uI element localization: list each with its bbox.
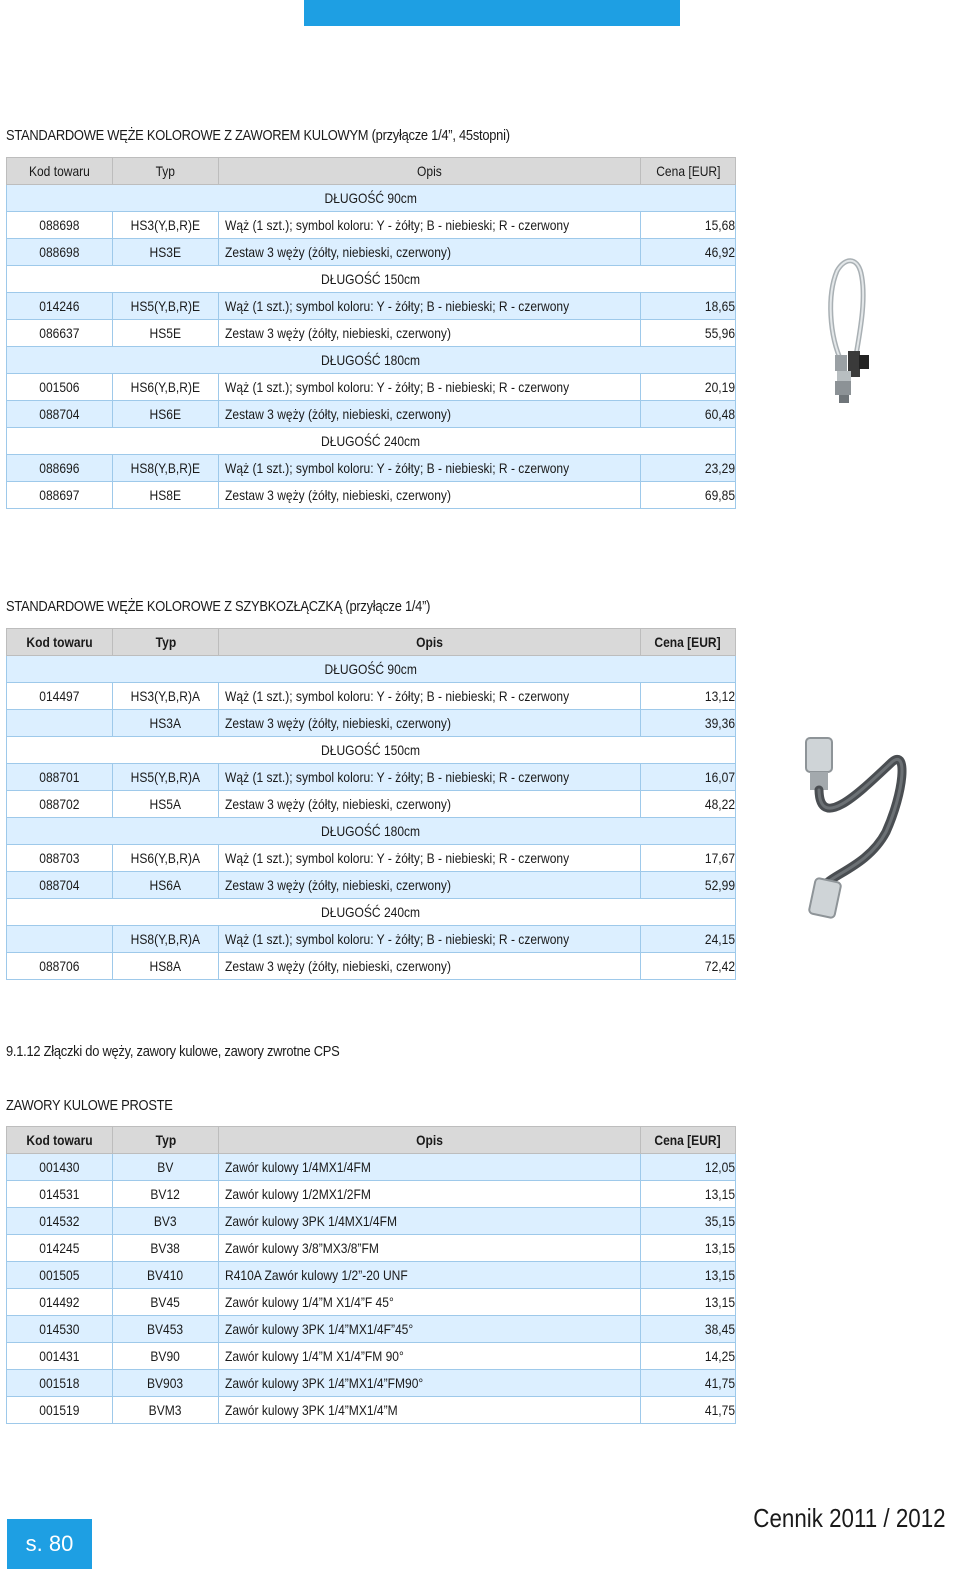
cell-type: HS8(Y,B,R)A	[113, 926, 219, 953]
price-table-ball-valves	[6, 1126, 736, 1424]
cell-price: 13,15	[641, 1235, 736, 1262]
cell-code: 088696	[7, 455, 113, 482]
cell-desc: Zestaw 3 węży (żółty, niebieski, czerwony)	[219, 872, 641, 899]
cell-price: 13,12	[641, 683, 736, 710]
cell-price: 14,25	[641, 1343, 736, 1370]
cell-price: 15,68	[641, 212, 736, 239]
cell-code: 088706	[7, 953, 113, 980]
table-row	[7, 1181, 736, 1208]
cell-desc: Zestaw 3 węży (żółty, niebieski, czerwony)	[219, 401, 641, 428]
header-type: Typ	[113, 629, 219, 656]
cell-price: 69,85	[641, 482, 736, 509]
length-group-row	[7, 185, 736, 212]
cell-type: HS5E	[113, 320, 219, 347]
cell-price: 41,75	[641, 1397, 736, 1424]
table-row	[7, 953, 736, 980]
length-group-row	[7, 347, 736, 374]
cell-price: 13,15	[641, 1289, 736, 1316]
table-row	[7, 764, 736, 791]
cell-type: HS3E	[113, 239, 219, 266]
cell-code: 088698	[7, 212, 113, 239]
cell-type: HS6(Y,B,R)E	[113, 374, 219, 401]
table-row	[7, 293, 736, 320]
table-row	[7, 455, 736, 482]
cell-price: 52,99	[641, 872, 736, 899]
page-number-badge	[7, 1519, 92, 1569]
hose-with-quick-coupler-image	[800, 732, 910, 922]
cell-type: HS6(Y,B,R)A	[113, 845, 219, 872]
table-row	[7, 401, 736, 428]
cell-type: HS5A	[113, 791, 219, 818]
table-row	[7, 926, 736, 953]
cell-desc: Zestaw 3 węży (żółty, niebieski, czerwony)	[219, 791, 641, 818]
catalog-title: Cennik 2011 / 2012	[753, 1503, 946, 1533]
cell-type: BV90	[113, 1343, 219, 1370]
length-label: DŁUGOŚĆ 240cm	[321, 904, 421, 920]
length-group-row	[7, 818, 736, 845]
section-title-ball-valves: ZAWORY KULOWE PROSTE	[6, 1097, 173, 1114]
table-row	[7, 1316, 736, 1343]
table-row	[7, 239, 736, 266]
table-row	[7, 683, 736, 710]
cell-code: 088704	[7, 401, 113, 428]
cell-type: BV38	[113, 1235, 219, 1262]
length-label: DŁUGOŚĆ 150cm	[321, 742, 421, 758]
cell-code: 014492	[7, 1289, 113, 1316]
header-desc: Opis	[219, 1127, 641, 1154]
cell-type: BV3	[113, 1208, 219, 1235]
table-row	[7, 1370, 736, 1397]
cell-desc: Zawór kulowy 1/4”M X1/4”FM 90°	[219, 1343, 641, 1370]
table-row	[7, 1343, 736, 1370]
cell-price: 20,19	[641, 374, 736, 401]
price-table-ball-valve-hoses	[6, 157, 736, 509]
table-row	[7, 212, 736, 239]
cell-price: 48,22	[641, 791, 736, 818]
header-price: Cena [EUR]	[641, 1127, 736, 1154]
table-row	[7, 374, 736, 401]
cell-price: 38,45	[641, 1316, 736, 1343]
header-price: Cena [EUR]	[641, 629, 736, 656]
cell-desc: Wąż (1 szt.); symbol koloru: Y - żółty; B - niebieski; R - czerwony	[219, 683, 641, 710]
length-group-row	[7, 737, 736, 764]
length-label: DŁUGOŚĆ 90cm	[324, 190, 418, 206]
price-table-quick-coupler-hoses	[6, 628, 736, 980]
table-row	[7, 1397, 736, 1424]
cell-code: 088704	[7, 872, 113, 899]
header-code: Kod towaru	[7, 158, 113, 185]
cell-desc: Wąż (1 szt.); symbol koloru: Y - żółty; B - niebieski; R - czerwony	[219, 212, 641, 239]
table-row	[7, 845, 736, 872]
cell-type: BV903	[113, 1370, 219, 1397]
cell-type: HS5(Y,B,R)A	[113, 764, 219, 791]
cell-price: 23,29	[641, 455, 736, 482]
page-number: s. 80	[25, 1531, 74, 1556]
hose-with-ball-valve-image	[815, 255, 875, 405]
length-label: DŁUGOŚĆ 180cm	[321, 823, 421, 839]
header-type: Typ	[113, 158, 219, 185]
cell-desc: Wąż (1 szt.); symbol koloru: Y - żółty; B - niebieski; R - czerwony	[219, 455, 641, 482]
cell-code: 088703	[7, 845, 113, 872]
cell-type: HS6A	[113, 872, 219, 899]
cell-code: 001505	[7, 1262, 113, 1289]
cell-type: BV	[113, 1154, 219, 1181]
cell-type: HS3(Y,B,R)E	[113, 212, 219, 239]
chapter-title: 9.1.12 Złączki do węży, zawory kulowe, zawory zwrotne CPS	[6, 1043, 340, 1060]
cell-code: 088701	[7, 764, 113, 791]
cell-price: 46,92	[641, 239, 736, 266]
cell-code: 086637	[7, 320, 113, 347]
cell-type: HS8(Y,B,R)E	[113, 455, 219, 482]
cell-desc: Zawór kulowy 1/2MX1/2FM	[219, 1181, 641, 1208]
cell-code: 001506	[7, 374, 113, 401]
cell-desc: Zawór kulowy 3/8”MX3/8”FM	[219, 1235, 641, 1262]
cell-type: HS5(Y,B,R)E	[113, 293, 219, 320]
cell-code	[7, 710, 113, 737]
cell-code: 014530	[7, 1316, 113, 1343]
cell-code: 088697	[7, 482, 113, 509]
cell-code	[7, 926, 113, 953]
header-price: Cena [EUR]	[641, 158, 736, 185]
cell-type: HS3A	[113, 710, 219, 737]
table-row	[7, 872, 736, 899]
cell-price: 12,05	[641, 1154, 736, 1181]
cell-desc: Wąż (1 szt.); symbol koloru: Y - żółty; B - niebieski; R - czerwony	[219, 764, 641, 791]
cell-price: 35,15	[641, 1208, 736, 1235]
cell-price: 41,75	[641, 1370, 736, 1397]
cell-type: HS3(Y,B,R)A	[113, 683, 219, 710]
cell-code: 001518	[7, 1370, 113, 1397]
header-desc: Opis	[219, 158, 641, 185]
cell-desc: R410A Zawór kulowy 1/2”-20 UNF	[219, 1262, 641, 1289]
table-row	[7, 320, 736, 347]
cell-code: 088698	[7, 239, 113, 266]
cell-desc: Zestaw 3 węży (żółty, niebieski, czerwony)	[219, 482, 641, 509]
cell-price: 60,48	[641, 401, 736, 428]
length-label: DŁUGOŚĆ 150cm	[321, 271, 421, 287]
cell-desc: Zestaw 3 węży (żółty, niebieski, czerwony)	[219, 320, 641, 347]
cell-desc: Zestaw 3 węży (żółty, niebieski, czerwony)	[219, 239, 641, 266]
table-header-row	[7, 629, 736, 656]
header-type: Typ	[113, 1127, 219, 1154]
cell-code: 001430	[7, 1154, 113, 1181]
cell-code: 014531	[7, 1181, 113, 1208]
section-title-quick-coupler-hoses: STANDARDOWE WĘŻE KOLOROWE Z SZYBKOZŁĄCZKĄ (przyłącze 1/4”)	[6, 598, 431, 615]
cell-price: 13,15	[641, 1262, 736, 1289]
header-code: Kod towaru	[7, 629, 113, 656]
cell-type: BV45	[113, 1289, 219, 1316]
cell-desc: Zawór kulowy 3PK 1/4MX1/4FM	[219, 1208, 641, 1235]
length-label: DŁUGOŚĆ 240cm	[321, 433, 421, 449]
cell-type: HS6E	[113, 401, 219, 428]
table-row	[7, 1235, 736, 1262]
cell-type: BV453	[113, 1316, 219, 1343]
cell-price: 39,36	[641, 710, 736, 737]
cell-type: BV410	[113, 1262, 219, 1289]
table-row	[7, 1289, 736, 1316]
cell-price: 17,67	[641, 845, 736, 872]
length-label: DŁUGOŚĆ 180cm	[321, 352, 421, 368]
cell-code: 088702	[7, 791, 113, 818]
table-row	[7, 791, 736, 818]
cell-desc: Zawór kulowy 3PK 1/4”MX1/4”M	[219, 1397, 641, 1424]
cell-desc: Wąż (1 szt.); symbol koloru: Y - żółty; B - niebieski; R - czerwony	[219, 845, 641, 872]
cell-price: 55,96	[641, 320, 736, 347]
length-group-row	[7, 266, 736, 293]
cell-type: BVM3	[113, 1397, 219, 1424]
cell-type: HS8A	[113, 953, 219, 980]
table-row	[7, 1154, 736, 1181]
cell-price: 18,65	[641, 293, 736, 320]
cell-price: 16,07	[641, 764, 736, 791]
cell-code: 001519	[7, 1397, 113, 1424]
cell-price: 24,15	[641, 926, 736, 953]
table-row	[7, 1208, 736, 1235]
cell-desc: Zawór kulowy 1/4MX1/4FM	[219, 1154, 641, 1181]
cell-price: 72,42	[641, 953, 736, 980]
cell-code: 014532	[7, 1208, 113, 1235]
length-label: DŁUGOŚĆ 90cm	[324, 661, 418, 677]
cell-desc: Wąż (1 szt.); symbol koloru: Y - żółty; B - niebieski; R - czerwony	[219, 374, 641, 401]
section-title-ball-valve-hoses: STANDARDOWE WĘŻE KOLOROWE Z ZAWOREM KULOWYM (przyłącze 1/4”, 45stopni)	[6, 127, 510, 144]
cell-desc: Zawór kulowy 3PK 1/4”MX1/4F”45°	[219, 1316, 641, 1343]
cell-code: 001431	[7, 1343, 113, 1370]
cell-code: 014497	[7, 683, 113, 710]
cell-desc: Zestaw 3 węży (żółty, niebieski, czerwony)	[219, 710, 641, 737]
table-header-row	[7, 1127, 736, 1154]
header-code: Kod towaru	[7, 1127, 113, 1154]
cell-desc: Zawór kulowy 1/4”M X1/4”F 45°	[219, 1289, 641, 1316]
length-group-row	[7, 428, 736, 455]
table-row	[7, 482, 736, 509]
cell-price: 13,15	[641, 1181, 736, 1208]
cell-code: 014245	[7, 1235, 113, 1262]
cell-desc: Zawór kulowy 3PK 1/4”MX1/4”FM90°	[219, 1370, 641, 1397]
cell-desc: Zestaw 3 węży (żółty, niebieski, czerwony)	[219, 953, 641, 980]
length-group-row	[7, 899, 736, 926]
cell-desc: Wąż (1 szt.); symbol koloru: Y - żółty; B - niebieski; R - czerwony	[219, 926, 641, 953]
cell-type: HS8E	[113, 482, 219, 509]
cell-type: BV12	[113, 1181, 219, 1208]
length-group-row	[7, 656, 736, 683]
table-row	[7, 1262, 736, 1289]
header-desc: Opis	[219, 629, 641, 656]
table-row	[7, 710, 736, 737]
cell-code: 014246	[7, 293, 113, 320]
table-header-row	[7, 158, 736, 185]
top-accent-bar	[304, 0, 680, 26]
cell-desc: Wąż (1 szt.); symbol koloru: Y - żółty; B - niebieski; R - czerwony	[219, 293, 641, 320]
